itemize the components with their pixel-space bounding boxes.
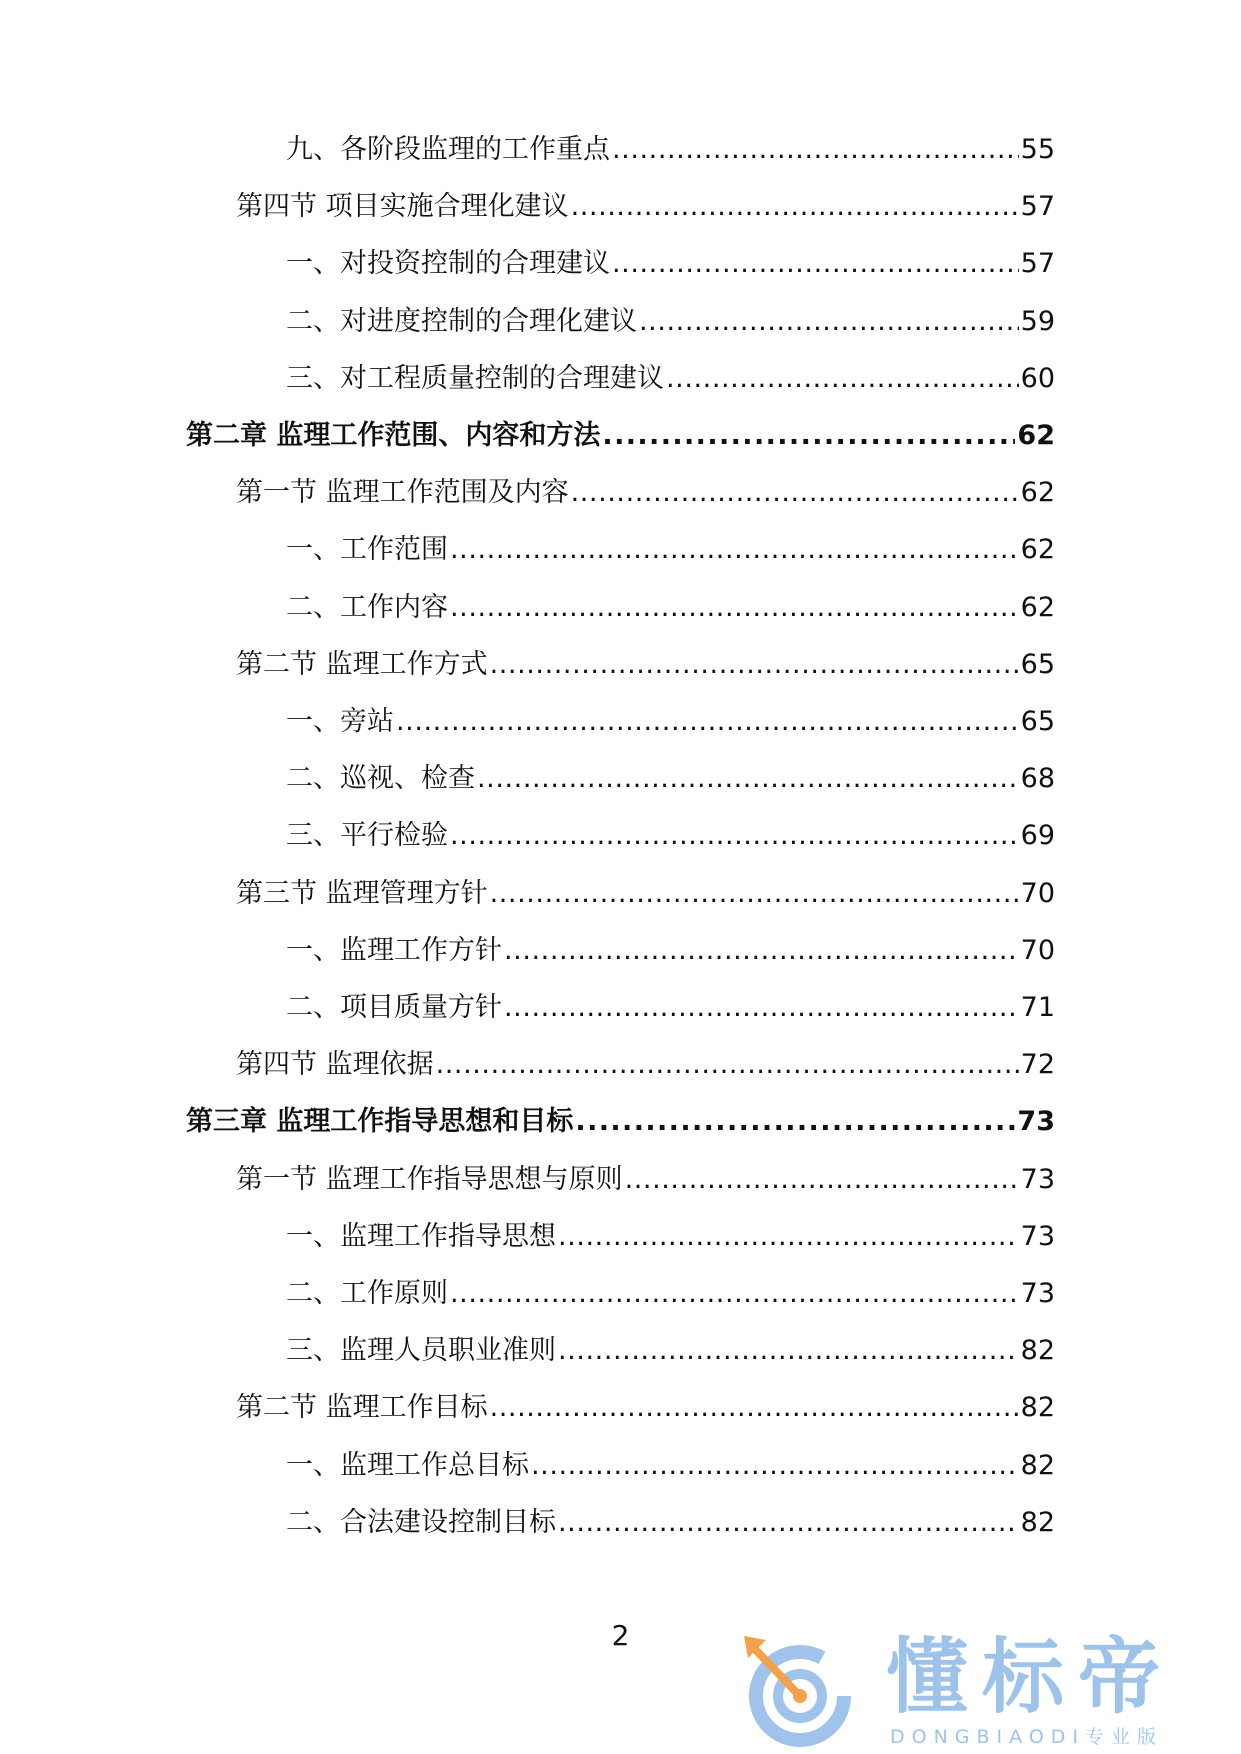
toc-entry-page: 68 bbox=[1020, 763, 1055, 794]
toc-entry-label: 第二章 监理工作范围、内容和方法 bbox=[186, 420, 601, 451]
toc-entry-label: 第一节 监理工作指导思想与原则 bbox=[236, 1164, 623, 1195]
toc-entry bbox=[236, 473, 1055, 513]
toc-entry-label: 九、各阶段监理的工作重点 bbox=[286, 134, 610, 165]
toc-entry-label: 第四节 监理依据 bbox=[236, 1049, 434, 1080]
page-number: 2 bbox=[611, 1619, 630, 1652]
toc-entry-leader bbox=[531, 1446, 1019, 1486]
toc-entry-label: 二、巡视、检查 bbox=[286, 763, 475, 794]
toc-entry bbox=[286, 1274, 1055, 1314]
toc-entry bbox=[286, 988, 1055, 1028]
toc-entry bbox=[236, 1160, 1055, 1200]
toc-entry bbox=[286, 530, 1055, 570]
toc-entry-leader bbox=[612, 244, 1019, 284]
toc-entry-label: 三、平行检验 bbox=[286, 820, 448, 851]
toc-entry bbox=[286, 702, 1055, 742]
toc-entry bbox=[286, 1217, 1055, 1257]
toc-entry-page: 73 bbox=[1020, 1221, 1055, 1252]
toc-entry bbox=[186, 416, 1055, 456]
toc-entry-label: 二、项目质量方针 bbox=[286, 992, 502, 1023]
toc-entry-leader bbox=[477, 759, 1019, 799]
toc-entry-page: 82 bbox=[1020, 1450, 1055, 1481]
toc-entry-leader bbox=[396, 702, 1019, 742]
toc-entry-page: 73 bbox=[1020, 1278, 1055, 1309]
toc-entry-leader bbox=[571, 187, 1019, 227]
toc-entry bbox=[286, 244, 1055, 284]
toc-entry-leader bbox=[450, 530, 1019, 570]
toc-entry-page: 71 bbox=[1020, 992, 1055, 1023]
toc-entry-leader bbox=[490, 645, 1019, 685]
toc-entry-leader bbox=[571, 473, 1019, 513]
toc-entry bbox=[236, 1045, 1055, 1085]
toc-entry-page: 82 bbox=[1020, 1507, 1055, 1538]
toc-entry bbox=[236, 874, 1055, 914]
toc-entry-leader bbox=[625, 1160, 1019, 1200]
toc-entry-leader bbox=[450, 1274, 1019, 1314]
toc-entry-page: 62 bbox=[1020, 534, 1055, 565]
toc-entry bbox=[186, 1102, 1055, 1142]
toc-entry-label: 第四节 项目实施合理化建议 bbox=[236, 191, 569, 222]
toc-entry-label: 二、工作内容 bbox=[286, 592, 448, 623]
toc-entry-page: 70 bbox=[1020, 935, 1055, 966]
toc-entry-leader bbox=[490, 1388, 1019, 1428]
toc-entry-label: 第二节 监理工作方式 bbox=[236, 649, 488, 680]
watermark bbox=[738, 1630, 1218, 1750]
toc-entry-label: 一、监理工作总目标 bbox=[286, 1450, 529, 1481]
toc-entry bbox=[236, 187, 1055, 227]
toc-entry-page: 57 bbox=[1020, 248, 1055, 279]
watermark-brand-subtitle: DONGBIAODI专业版 bbox=[890, 1726, 1164, 1748]
toc-entry-page: 73 bbox=[1020, 1164, 1055, 1195]
toc-entry-leader bbox=[612, 130, 1019, 170]
toc-entry-leader bbox=[450, 816, 1019, 856]
toc-entry-leader bbox=[666, 359, 1019, 399]
toc-entry bbox=[286, 359, 1055, 399]
toc-entry-label: 一、对投资控制的合理建议 bbox=[286, 248, 610, 279]
toc-entry-label: 一、工作范围 bbox=[286, 534, 448, 565]
toc-entry-page: 59 bbox=[1020, 306, 1055, 337]
toc-entry-leader bbox=[504, 988, 1019, 1028]
toc-entry-page: 65 bbox=[1020, 706, 1055, 737]
toc-entry-page: 73 bbox=[1017, 1106, 1055, 1137]
toc-entry-leader bbox=[602, 416, 1015, 456]
toc-entry-leader bbox=[490, 874, 1019, 914]
toc-entry-label: 二、合法建设控制目标 bbox=[286, 1507, 556, 1538]
toc-entry bbox=[286, 588, 1055, 628]
toc-entry bbox=[286, 1503, 1055, 1543]
toc-entry-label: 二、工作原则 bbox=[286, 1278, 448, 1309]
toc-entry-label: 第三节 监理管理方针 bbox=[236, 878, 488, 909]
toc-entry-leader bbox=[575, 1102, 1015, 1142]
toc-entry-page: 55 bbox=[1020, 134, 1055, 165]
toc-entry-page: 82 bbox=[1020, 1392, 1055, 1423]
toc-entry-label: 一、监理工作方针 bbox=[286, 935, 502, 966]
toc-entry bbox=[286, 1446, 1055, 1486]
toc-entry-leader bbox=[436, 1045, 1019, 1085]
toc-entry-page: 62 bbox=[1017, 420, 1055, 451]
toc-entry-page: 72 bbox=[1020, 1049, 1055, 1080]
toc-entry-label: 二、对进度控制的合理化建议 bbox=[286, 306, 637, 337]
watermark-brand-name: 懂标帝 bbox=[886, 1630, 1175, 1725]
toc-entry-leader bbox=[558, 1503, 1019, 1543]
toc-entry-page: 60 bbox=[1020, 363, 1055, 394]
toc-entry bbox=[286, 130, 1055, 170]
toc-entry-label: 三、监理人员职业准则 bbox=[286, 1335, 556, 1366]
toc-entry-leader bbox=[504, 931, 1019, 971]
toc-entry-leader bbox=[558, 1331, 1019, 1371]
toc-entry-page: 82 bbox=[1020, 1335, 1055, 1366]
toc-entry-page: 69 bbox=[1020, 820, 1055, 851]
toc-entry-leader bbox=[639, 302, 1019, 342]
toc-entry bbox=[236, 645, 1055, 685]
toc-entry-page: 62 bbox=[1020, 592, 1055, 623]
toc-entry-page: 62 bbox=[1020, 477, 1055, 508]
toc-entry-page: 57 bbox=[1020, 191, 1055, 222]
toc-entry-leader bbox=[450, 588, 1019, 628]
toc-entry-label: 一、旁站 bbox=[286, 706, 394, 737]
target-arrow-icon bbox=[738, 1630, 858, 1750]
toc-entry-label: 第一节 监理工作范围及内容 bbox=[236, 477, 569, 508]
toc-entry-label: 三、对工程质量控制的合理建议 bbox=[286, 363, 664, 394]
toc-entry-page: 65 bbox=[1020, 649, 1055, 680]
toc-entry-label: 一、监理工作指导思想 bbox=[286, 1221, 556, 1252]
toc-entry bbox=[286, 1331, 1055, 1371]
toc-entry-leader bbox=[558, 1217, 1019, 1257]
toc-entry bbox=[286, 816, 1055, 856]
toc-entry bbox=[286, 759, 1055, 799]
toc-entry-page: 70 bbox=[1020, 878, 1055, 909]
toc-entry-label: 第二节 监理工作目标 bbox=[236, 1392, 488, 1423]
toc-entry bbox=[236, 1388, 1055, 1428]
toc-entry bbox=[286, 302, 1055, 342]
toc-entry-label: 第三章 监理工作指导思想和目标 bbox=[186, 1106, 574, 1137]
toc-entry bbox=[286, 931, 1055, 971]
